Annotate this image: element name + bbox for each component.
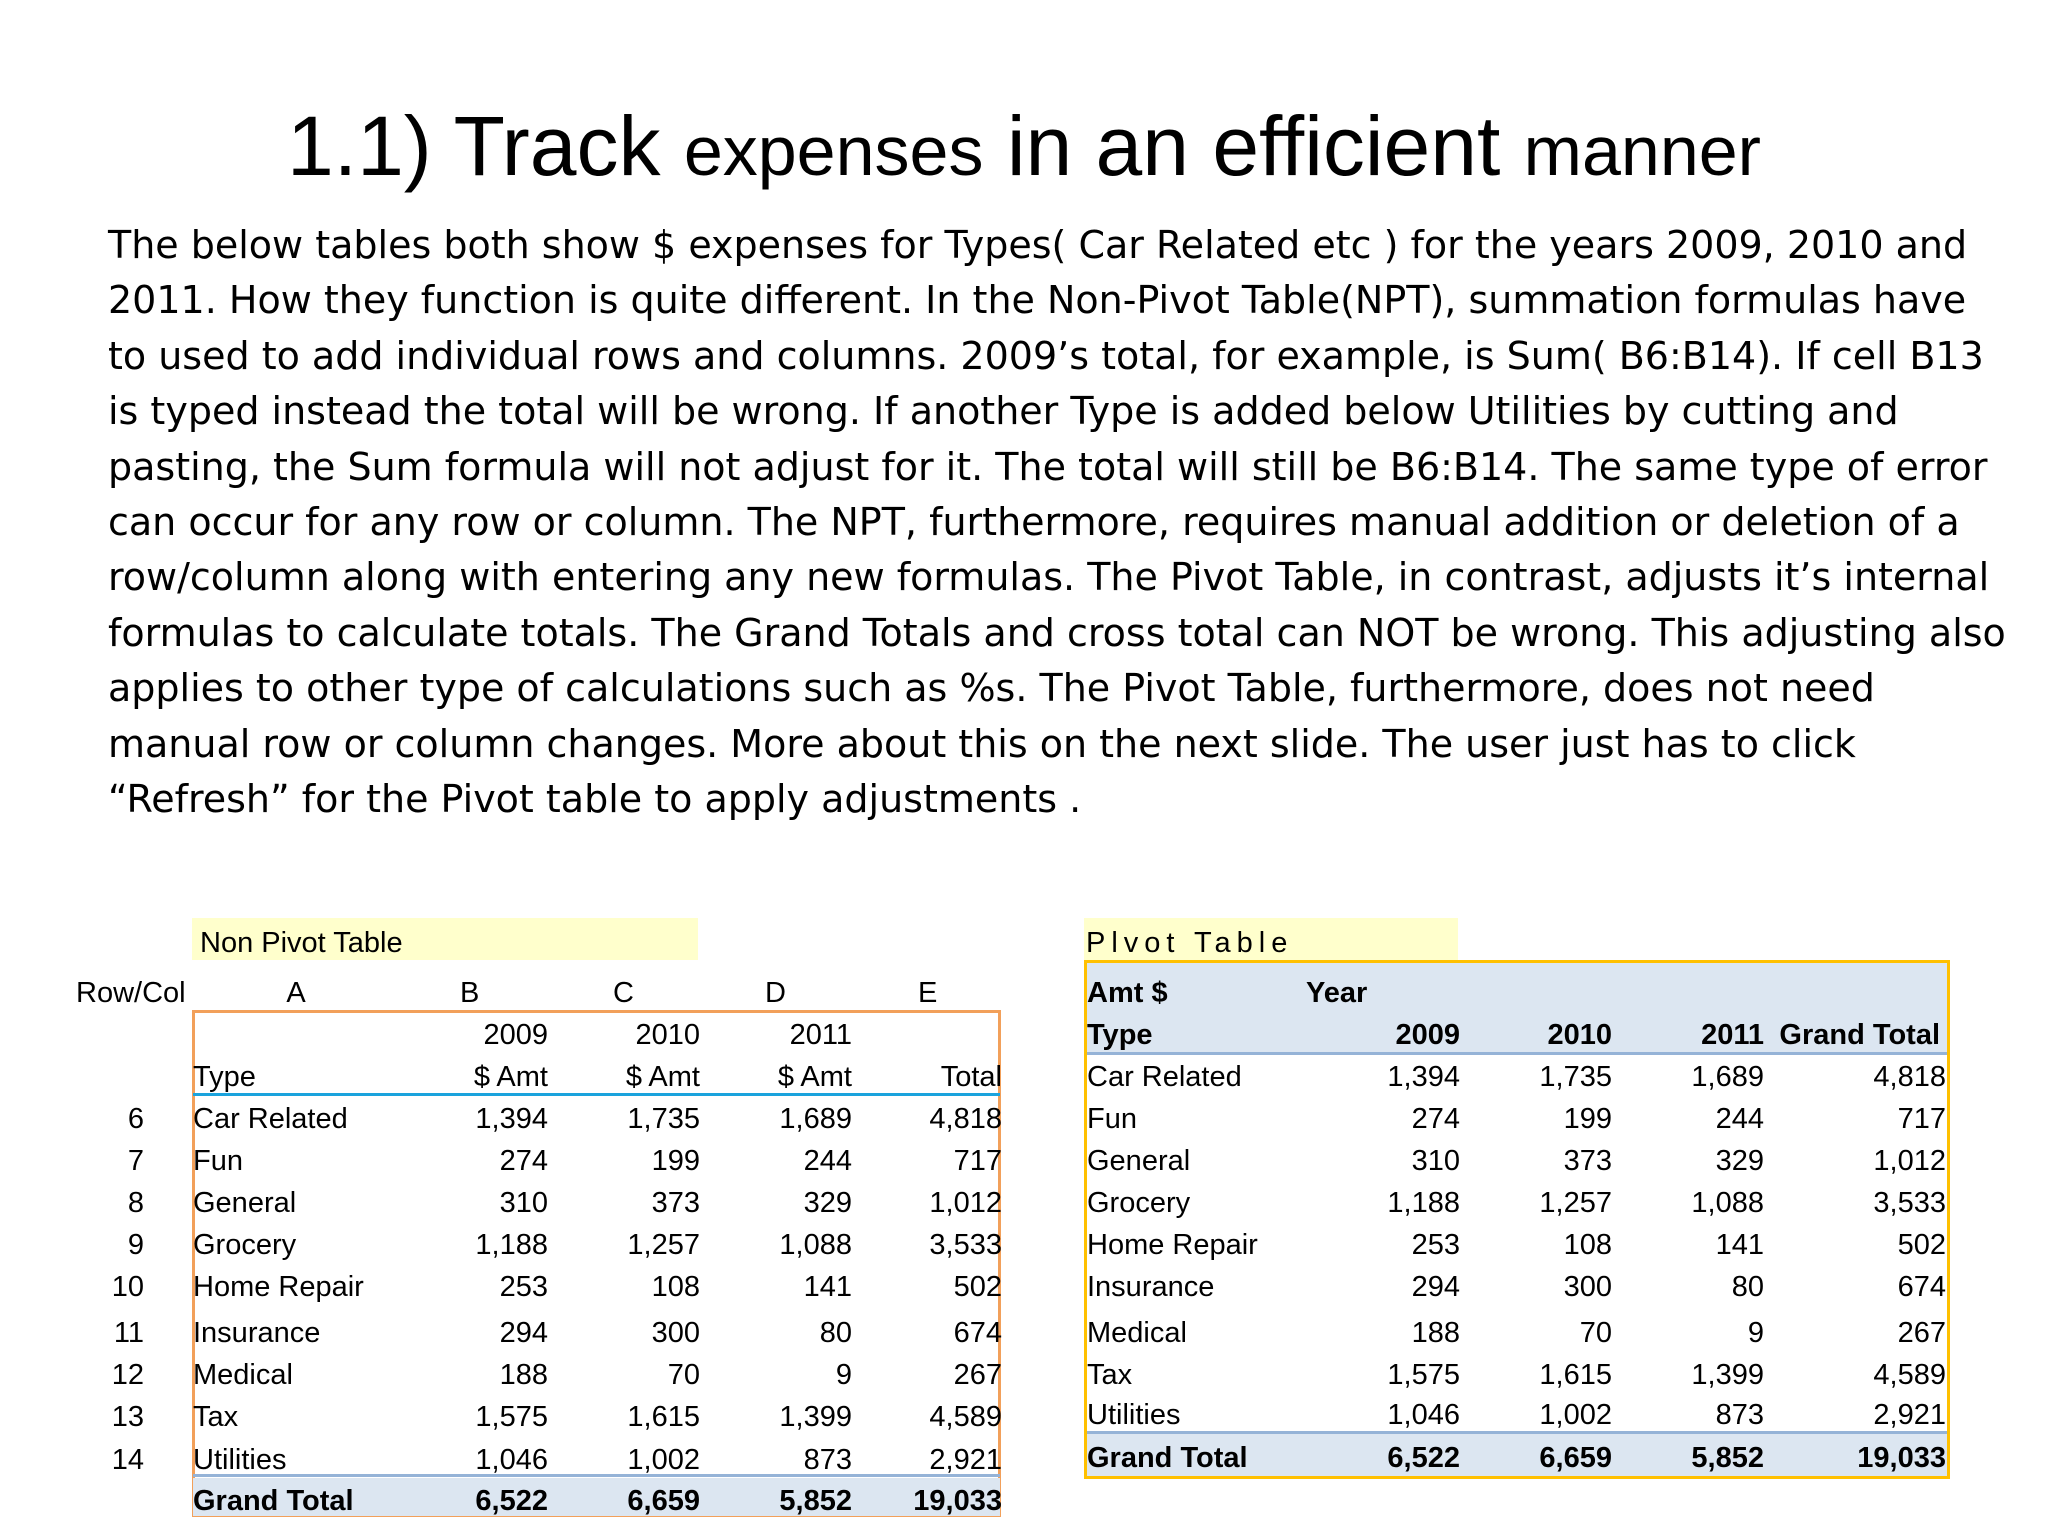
pivot-value-cell: 294 (1411, 1271, 1460, 1303)
npt-grand-total-value: 6,659 (627, 1485, 700, 1517)
pivot-total-cell: 502 (1897, 1229, 1946, 1261)
pivot-value-cell: 1,002 (1539, 1399, 1612, 1431)
npt-type-cell: Medical (193, 1359, 293, 1391)
npt-value-cell: 373 (651, 1187, 700, 1219)
npt-col-letter: A (286, 977, 306, 1009)
npt-grand-total-value: 6,522 (475, 1485, 548, 1517)
pivot-value-cell: 1,399 (1691, 1359, 1764, 1391)
pivot-value-cell: 300 (1563, 1271, 1612, 1303)
npt-total-cell: 1,012 (929, 1187, 1002, 1219)
npt-value-cell: 1,188 (475, 1229, 548, 1261)
npt-year-header: 2010 (635, 1019, 700, 1051)
npt-value-cell: 188 (499, 1359, 548, 1391)
npt-value-cell: 1,002 (627, 1444, 700, 1476)
pivot-type-cell: Grocery (1087, 1187, 1191, 1219)
pivot-amt-label: Amt $ (1087, 977, 1168, 1009)
paragraph-line: is typed instead the total will be wrong. If another Type is added below Utilities by cutting and (108, 389, 1899, 434)
pivot-total-cell: 267 (1897, 1317, 1946, 1349)
npt-total-cell: 717 (953, 1145, 1002, 1177)
pivot-value-cell: 70 (1579, 1317, 1612, 1349)
npt-year-header: 2011 (789, 1019, 852, 1051)
pivot-value-cell: 1,615 (1539, 1359, 1612, 1391)
pivot-total-cell: 4,818 (1873, 1061, 1946, 1093)
npt-value-cell: 253 (499, 1271, 548, 1303)
npt-row-number: 14 (111, 1444, 144, 1476)
pivot-type-cell: Utilities (1087, 1399, 1181, 1431)
npt-rowcol-label: Row/Col (76, 977, 186, 1009)
pivot-type-cell: General (1087, 1145, 1191, 1177)
npt-type-cell: Tax (193, 1401, 239, 1433)
npt-total-cell: 4,589 (929, 1401, 1002, 1433)
pivot-total-cell: 2,921 (1873, 1399, 1946, 1431)
npt-value-cell: 1,689 (779, 1103, 852, 1135)
paragraph-line: formulas to calculate totals. The Grand Totals and cross total can NOT be wrong. This adjusting also (108, 610, 2006, 655)
npt-header-rule (193, 1093, 1000, 1096)
npt-value-cell: 294 (499, 1317, 548, 1349)
pivot-year-header: 2009 (1395, 1019, 1460, 1051)
npt-total-cell: 502 (953, 1271, 1002, 1303)
pivot-value-cell: 1,575 (1387, 1359, 1460, 1391)
npt-total-cell: 4,818 (929, 1103, 1002, 1135)
npt-type-cell: Fun (193, 1145, 243, 1177)
pivot-total-cell: 4,589 (1873, 1359, 1946, 1391)
pivot-header-rule (1087, 1052, 1947, 1055)
pivot-value-cell: 199 (1563, 1103, 1612, 1135)
npt-total-header: Total (940, 1061, 1002, 1093)
pivot-grand-total-total: 19,033 (1857, 1442, 1946, 1474)
pivot-value-cell: 310 (1411, 1145, 1460, 1177)
pivot-value-cell: 188 (1411, 1317, 1460, 1349)
npt-col-letter: C (613, 977, 634, 1009)
pivot-value-cell: 253 (1411, 1229, 1460, 1261)
npt-grand-total-total: 19,033 (913, 1485, 1002, 1517)
npt-col-letter: E (918, 977, 938, 1009)
npt-row-number: 12 (111, 1359, 144, 1391)
paragraph-line: row/column along with entering any new formulas. The Pivot Table, in contrast, adjusts it’s internal (108, 555, 1990, 600)
npt-grand-total-label: Grand Total (193, 1485, 354, 1517)
npt-value-cell: 310 (499, 1187, 548, 1219)
pivot-grand-total-value: 6,522 (1387, 1442, 1460, 1474)
pivot-value-cell: 108 (1563, 1229, 1612, 1261)
pivot-value-cell: 1,689 (1691, 1061, 1764, 1093)
pivot-value-cell: 373 (1563, 1145, 1612, 1177)
paragraph-line: pasting, the Sum formula will not adjust for it. The total will still be B6:B14. The same type of error (108, 444, 1988, 489)
pivot-year-label: Year (1306, 977, 1368, 1009)
npt-value-cell: 873 (803, 1444, 852, 1476)
pivot-type-cell: Fun (1087, 1103, 1137, 1135)
page-title (0, 96, 2048, 201)
npt-value-cell: 1,257 (627, 1229, 700, 1261)
pivot-type-cell: Insurance (1087, 1271, 1215, 1303)
paragraph-line: applies to other type of calculations such as %s. The Pivot Table, furthermore, does not need (108, 666, 1875, 711)
npt-row-number: 6 (127, 1103, 144, 1135)
pivot-value-cell: 1,735 (1539, 1061, 1612, 1093)
title-part-4: efficient (1212, 99, 1501, 193)
npt-total-cell: 267 (953, 1359, 1002, 1391)
npt-value-cell: 274 (499, 1145, 548, 1177)
npt-value-cell: 1,615 (627, 1401, 700, 1433)
pivot-value-cell: 274 (1411, 1103, 1460, 1135)
npt-value-cell: 1,399 (779, 1401, 852, 1433)
paragraph-line: manual row or column changes. More about this on the next slide. The user just has to click (108, 721, 1856, 766)
npt-value-cell: 1,046 (475, 1444, 548, 1476)
npt-value-cell: 9 (835, 1359, 852, 1391)
pivot-value-cell: 9 (1747, 1317, 1764, 1349)
pivot-value-cell: 244 (1715, 1103, 1764, 1135)
npt-type-cell: Insurance (193, 1317, 321, 1349)
pivot-grand-total-header: Grand Total (1779, 1019, 1940, 1051)
npt-year-header: 2009 (483, 1019, 548, 1051)
pivot-type-cell: Tax (1087, 1359, 1133, 1391)
pivot-grand-total-value: 6,659 (1539, 1442, 1612, 1474)
npt-value-cell: 108 (651, 1271, 700, 1303)
title-part-5: manner (1523, 112, 1761, 190)
title-part-2: expenses (683, 112, 984, 190)
pivot-value-cell: 1,188 (1387, 1187, 1460, 1219)
pivot-year-header: 2011 (1701, 1019, 1764, 1051)
npt-total-rule (193, 1474, 1000, 1477)
npt-type-header: Type (193, 1061, 256, 1093)
npt-value-cell: 1,394 (475, 1103, 548, 1135)
npt-type-cell: Home Repair (193, 1271, 364, 1303)
npt-value-cell: 1,735 (627, 1103, 700, 1135)
title-part-1: 1.1) Track (287, 99, 661, 193)
description-paragraph (108, 218, 2008, 827)
npt-total-cell: 674 (953, 1317, 1002, 1349)
pivot-title: Plvot Table (1086, 927, 1294, 959)
pivot-total-cell: 674 (1897, 1271, 1946, 1303)
npt-amt-header: $ Amt (473, 1061, 548, 1093)
pivot-value-cell: 1,394 (1387, 1061, 1460, 1093)
npt-value-cell: 80 (819, 1317, 852, 1349)
npt-type-cell: Utilities (193, 1444, 287, 1476)
pivot-grand-total-label: Grand Total (1087, 1442, 1248, 1474)
pivot-year-header: 2010 (1547, 1019, 1612, 1051)
npt-row-number: 7 (127, 1145, 144, 1177)
pivot-grand-total-value: 5,852 (1691, 1442, 1764, 1474)
pivot-type-cell: Home Repair (1087, 1229, 1258, 1261)
npt-value-cell: 199 (651, 1145, 700, 1177)
npt-value-cell: 141 (803, 1271, 852, 1303)
npt-row-number: 13 (111, 1401, 144, 1433)
npt-row-number: 9 (127, 1229, 144, 1261)
npt-type-cell: General (193, 1187, 297, 1219)
pivot-value-cell: 141 (1715, 1229, 1764, 1261)
pivot-type-label: Type (1087, 1019, 1153, 1051)
npt-row-number: 11 (113, 1317, 144, 1349)
npt-row-number: 10 (111, 1271, 144, 1303)
pivot-value-cell: 329 (1715, 1145, 1764, 1177)
npt-grand-total-value: 5,852 (779, 1485, 852, 1517)
pivot-value-cell: 80 (1731, 1271, 1764, 1303)
pivot-total-cell: 717 (1897, 1103, 1946, 1135)
pivot-value-cell: 873 (1715, 1399, 1764, 1431)
npt-value-cell: 300 (651, 1317, 700, 1349)
pivot-value-cell: 1,046 (1387, 1399, 1460, 1431)
paragraph-line: 2011. How they function is quite different. In the Non-Pivot Table(NPT), summation formulas have (108, 278, 1967, 323)
npt-col-letter: D (765, 977, 786, 1009)
pivot-type-cell: Car Related (1087, 1061, 1242, 1093)
npt-type-cell: Grocery (193, 1229, 297, 1261)
paragraph-line: can occur for any row or column. The NPT, furthermore, requires manual addition or deletion of a (108, 499, 1960, 544)
npt-type-cell: Car Related (193, 1103, 348, 1135)
paragraph-line: to used to add individual rows and columns. 2009’s total, for example, is Sum( B6:B14). If cell B13 (108, 333, 1984, 378)
npt-row-number: 8 (127, 1187, 144, 1219)
npt-total-cell: 2,921 (929, 1444, 1002, 1476)
pivot-value-cell: 1,088 (1691, 1187, 1764, 1219)
npt-title: Non Pivot Table (200, 927, 403, 959)
pivot-type-cell: Medical (1087, 1317, 1187, 1349)
npt-value-cell: 329 (803, 1187, 852, 1219)
npt-value-cell: 1,575 (475, 1401, 548, 1433)
pivot-value-cell: 1,257 (1539, 1187, 1612, 1219)
title-part-3: in an (1006, 99, 1189, 193)
paragraph-line: “Refresh” for the Pivot table to apply adjustments . (108, 776, 1082, 821)
npt-value-cell: 1,088 (779, 1229, 852, 1261)
npt-value-cell: 70 (667, 1359, 700, 1391)
pivot-total-cell: 3,533 (1873, 1187, 1946, 1219)
npt-total-cell: 3,533 (929, 1229, 1002, 1261)
npt-value-cell: 244 (803, 1145, 852, 1177)
npt-amt-header: $ Amt (625, 1061, 700, 1093)
paragraph-line: The below tables both show $ expenses for Types( Car Related etc ) for the years 2009, 2010 and (108, 223, 1968, 267)
npt-amt-header: $ Amt (777, 1061, 852, 1093)
npt-col-letter: B (460, 977, 480, 1009)
pivot-total-cell: 1,012 (1873, 1145, 1946, 1177)
